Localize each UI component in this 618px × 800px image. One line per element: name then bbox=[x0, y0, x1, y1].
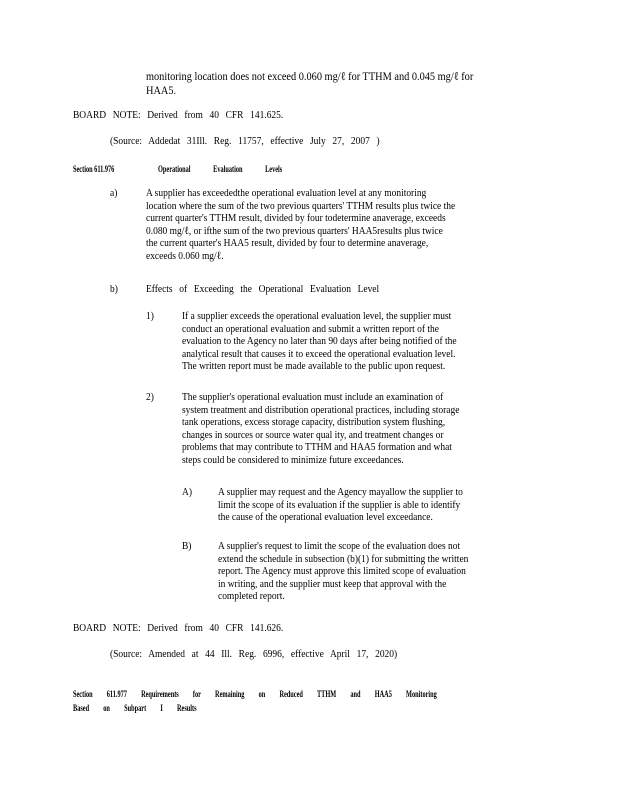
item-b2-line: problems that may contribute to TTHM and HAA5 formation and what bbox=[182, 441, 452, 454]
item-b-label: b) bbox=[110, 283, 118, 295]
top-line-1: monitoring location does not exceed 0.060 mg/ℓ for TTHM and 0.045 mg/ℓ for bbox=[146, 69, 474, 83]
item-A-label: A) bbox=[182, 486, 192, 498]
item-A-line: A supplier may request and the Agency mayallow the supplier to bbox=[218, 486, 463, 498]
item-a-label: a) bbox=[110, 187, 118, 199]
item-b2-line: steps could be considered to minimize future exceedances. bbox=[182, 453, 404, 466]
item-B-line: completed report. bbox=[218, 590, 285, 603]
item-a-line: current quarter's TTHM result, divided by four todetermine anaverage, exceeds bbox=[146, 212, 446, 225]
source-note-2: (Source: Amended at 44 Ill. Reg. 6996, effective April 17, 2020) bbox=[110, 648, 398, 660]
item-b1-text bbox=[182, 310, 457, 373]
item-b2-text bbox=[182, 391, 459, 467]
item-A-text bbox=[218, 486, 463, 524]
item-b2-line: The supplier's operational evaluation must include an examination of bbox=[182, 391, 444, 403]
board-note-2: BOARD NOTE: Derived from 40 CFR 141.626. bbox=[73, 622, 284, 634]
item-b2-label: 2) bbox=[146, 391, 154, 403]
section-977-heading-line-2: Based on Subpart I Results bbox=[73, 703, 197, 713]
item-b2-line: tank operations, excess storage capacity, distribution system flushing, bbox=[182, 416, 446, 429]
item-B-line: extend the schedule in subsection (b)(1) for submitting the written bbox=[218, 552, 469, 565]
item-a-line: 0.080 mg/ℓ, or ifthe sum of the two previous quarters' HAA5results plus twice bbox=[146, 224, 443, 237]
item-b1-line: The written report must be made available to the public upon request. bbox=[182, 360, 446, 373]
item-b2-line: system treatment and distribution operational practices, including storage bbox=[182, 403, 460, 416]
top-line-2: HAA5. bbox=[146, 83, 177, 97]
item-b1-line: evaluation to the Agency no later than 90 days after being notified of the bbox=[182, 335, 457, 348]
item-b2-line: changes in sources or source water qual ity, and treatment changes or bbox=[182, 428, 444, 441]
item-b1-line: If a supplier exceeds the operational evaluation level, the supplier must bbox=[182, 310, 452, 322]
item-a-line: the current quarter's HAA5 result, divided by four to determine anaverage, bbox=[146, 237, 429, 250]
item-a-line: exceeds 0.060 mg/ℓ. bbox=[146, 249, 224, 262]
board-note-1: BOARD NOTE: Derived from 40 CFR 141.625. bbox=[73, 109, 284, 121]
section-976-title: Operational Evaluation Levels bbox=[158, 164, 283, 174]
item-b1-label: 1) bbox=[146, 310, 154, 322]
item-a-line: location where the sum of the two previous quarters' TTHM results plus twice the bbox=[146, 199, 456, 212]
item-a-line: A supplier has exceededthe operational evaluation level at any monitoring bbox=[146, 187, 427, 199]
section-976-number: Section 611.976 bbox=[73, 164, 115, 174]
item-b-heading: Effects of Exceeding the Operational Evaluation Level bbox=[146, 283, 380, 295]
item-B-label: B) bbox=[182, 540, 192, 552]
item-A-line: the cause of the operational evaluation level exceedance. bbox=[218, 511, 433, 524]
item-B-line: in writing, and the supplier must keep that approval with the bbox=[218, 577, 447, 590]
item-B-line: A supplier's request to limit the scope of the evaluation does not bbox=[218, 540, 461, 552]
source-note-1: (Source: Addedat 31Ill. Reg. 11757, effective July 27, 2007 ) bbox=[110, 135, 380, 147]
item-B-line: report. The Agency must approve this limited scope of evaluation bbox=[218, 565, 466, 578]
item-b1-line: analytical result that causes it to exceed the operational evaluation level. bbox=[182, 347, 456, 360]
section-977-heading-line-1: Section 611.977 Requirements for Remaining on Reduced TTHM and HAA5 Monitoring bbox=[73, 689, 437, 699]
item-B-text bbox=[218, 540, 468, 603]
item-b1-line: conduct an operational evaluation and submit a written report of the bbox=[182, 322, 439, 335]
item-a-text bbox=[146, 187, 455, 263]
item-A-line: limit the scope of its evaluation if the supplier is able to identify bbox=[218, 498, 461, 511]
